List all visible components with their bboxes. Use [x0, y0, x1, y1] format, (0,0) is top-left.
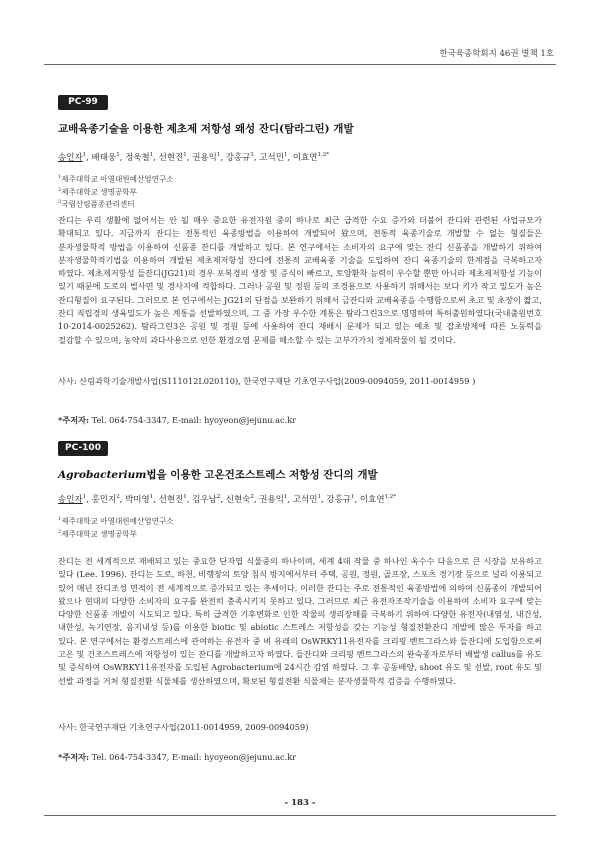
author-name: [92, 495, 120, 505]
affiliation-list: [58, 514, 542, 539]
author-name: [226, 153, 254, 163]
contact-info: Tel. 064-754-3347, E-mail: hyoyeon@jejunu.ac.kr: [91, 752, 297, 762]
abstract-title: [58, 467, 542, 482]
abstract-title-italic: Agrobacterium: [58, 469, 147, 481]
author-name: [192, 153, 220, 163]
header-rule: [44, 64, 556, 65]
affiliation-item: [58, 514, 542, 527]
author-name-text: 김우남: [192, 495, 217, 505]
corresponding-author: [58, 415, 542, 426]
affiliation-text: 제주대학교 아열대원예산업연구소: [61, 516, 174, 526]
author-name: [293, 495, 321, 505]
abstract-title-text: 법을 이용한 고온건조스트레스 저항성 잔디의 개발: [146, 469, 378, 481]
author-name-text: 강홍규: [225, 153, 251, 163]
author-name: [226, 495, 254, 505]
affiliation-marker: 1: [58, 516, 62, 522]
affiliation-marker: 2: [58, 186, 62, 193]
author-name: [159, 153, 187, 163]
author-affiliation-marker: 1: [283, 494, 288, 501]
author-affiliation-marker: 1: [149, 152, 154, 159]
author-name-text: 강홍규: [326, 495, 352, 505]
author-name-text: 송인자: [58, 495, 83, 505]
abstract-title: [58, 121, 542, 136]
affiliation-item: [58, 172, 542, 185]
author-name: [125, 495, 153, 505]
author-affiliation-marker: 1: [283, 152, 288, 159]
author-name-text: 선현진: [158, 495, 184, 505]
affiliation-text: 제주대학교 아열대원예산업연구소: [61, 174, 174, 184]
author-name: [92, 153, 120, 163]
abstract-body: 잔디는 전 세계적으로 재배되고 있는 중요한 단자엽 식물중의 하나이며, 세계 4대 작물 중 하나인 옥수수 다음으로 큰 시장을 보유하고 있다 (Lee. 1996). 잔디는 도로, 하천, 비행장의 토양 침식 방지에서부터 주택, 공원, 정원, 골프장, 스포츠 경기장 등으로 널리 이용되고 있어 매년 잔디조성 면적이 전 세계적으로 증가되고 있는 추세이다. 이러한 잔디는 주로 전통적인 육종방법에 의하여 신품종이 개발되어 왔으나 현대의 다양한 소비자의 요구를 완전히 충족시키지 못하고 있다. 그러므로 최근 유전자조작기술을 이용하여 소비자 요구에 맞는 다양한 신품종 개발이 시도되고 있다. 특히 급격한 기후변화로 인한 작물의 생리장해를 극복하기 위하여 다양한 유전자(내염성, 내건성, 내한성, 녹기연장, 음지내성 등)를 이용한 biotic 및 abiotic 스트레스 저항성을 갖는 기능성 형질전환잔디 개발에 많은 투자를 하고 있다. 본 연구에서는 환경스트레스에 관여하는 유전자 중 벼 유래의 OsWRKY11유전자를 크리핑 벤트그라스와 들잔디에 도입함으로써 고온 및 건조스트레스에 저항성이 있는 잔디를 개발하고자 하였다. 들잔디와 크리핑 벤트그라스의 완숙종자로부터 배발생 callus를 유도 및 증식하여 OsWRKY11유전자를 도입된 Agrobacterium에 24시간 감염 하였다. 그 후 공동배양, shoot 유도 및 선발, root 유도 및 선발 과정을 거쳐 형질전환 식물체를 생산하였으며, 확보된 형질전환 식물체는 분자생물학적 검증을 수행하였다.: [58, 556, 542, 686]
author-list: 송인자$^1$, 홍민지$^2$, 박미영$^1$, 선현진$^1$, 김우남$^2$, 신현숙$^2$, 권용익$^1$, 고석민$^1$, 강홍규$^1$, 이효연$^{1,2*}$: [58, 494, 397, 505]
affiliation-text: 제주대학교 생명공학부: [61, 529, 137, 539]
contact-info: Tel. 064-754-3347, E-mail: hyoyeon@jejunu.ac.kr: [91, 415, 297, 425]
abstract-body: 잔디는 우리 생활에 없어서는 안 될 매우 중요한 유전자원 중의 하나로 최근 급격한 수요 증가와 더불어 잔디와 관련된 사업규모가 확대되고 있다. 지금까지 잔디는 전통적인 육종방법을 이용하여 개발되어 왔으며, 전통적 육종기술로 개발할 수 없는 형질들은 분자생물학적 방법을 이용하여 신품종 잔디를 개발하고 있다. 본 연구에서는 소비자의 요구에 맞는 잔디 신품종을 개발하기 위하여 분자생물학적기법을 이용하여 개발된 제초제저항성 잔디에 전통적 교배육종 기술을 도입하여 잔디 육종기술의 한계점을 극복하고자 하였다. 제초제저항성 들잔디(JG21)의 경우 포복경의 생장 및 증식이 빠르고, 토양환착 능력이 우수할 뿐만 아니라 제초제저항성 기능이 있기 때문에 도로의 법사면 및 경사지에 적합하다. 그러나 공원 및 정원 등의 조경용으로 사용하기 위해서는 보다 키가 작고 밀도가 높은 잔디형질이 요구된다. 그러므로 본 연구에서는 JG21의 단점을 보완하기 위해서 금잔디와 교배육종을 수행함으로써 초고 및 초장이 짧고, 잔디 직립경의 생육밀도가 높은 계통을 선발하였으며, 그 중 가장 우수한 계통은 탐라그린3으로 명명하여 특허출원하였다(국내출원번호 10-2014-0025262). 탐라그린3은 공원 및 정원 등에 사용하여 잔디 재배시 문제가 되고 있는 예초 및 잡초방제에 따른 노동력을 절감할 수 있으며, 농약의 과다사용으로 인한 환경오염 문제를 해소할 수 있는 고부가가치 경제작물이 될 것이다.: [58, 215, 542, 345]
author-name: [159, 495, 187, 505]
author-name: [259, 153, 287, 163]
author-affiliation-marker: 1,2*: [317, 152, 329, 159]
abstract-id-badge: PC-100: [58, 441, 108, 456]
affiliation-item: [58, 185, 542, 198]
contact-label: *주저자:: [58, 415, 90, 425]
author-affiliation-marker: 2: [116, 494, 120, 501]
author-affiliation-marker: 1: [216, 152, 221, 159]
affiliation-item: [58, 197, 542, 210]
funding-acknowledgement: 사사: 한국연구재단 기초연구사업(2011-0014959, 2009-0094059): [58, 722, 309, 732]
author-name-text: 고석민: [259, 153, 284, 163]
author-affiliation-marker: 1: [82, 494, 87, 501]
author-name-text: 신현숙: [225, 495, 251, 505]
journal-header: 한국육종학회지 46권 별책 1호: [439, 49, 554, 59]
author-name-text: 홍민지: [91, 495, 117, 505]
author-affiliation-marker: 2: [250, 494, 254, 501]
author-affiliation-marker: 1,2*: [384, 494, 397, 501]
author-name-text: 정욱철: [125, 153, 150, 163]
author-affiliation-marker: 1: [183, 152, 187, 159]
affiliation-marker: 3: [58, 199, 62, 206]
author-affiliation-marker: 1: [317, 494, 321, 501]
author-name-text: 권용익: [192, 153, 217, 163]
author-name-text: 권용익: [259, 495, 284, 505]
affiliation-item: [58, 527, 542, 540]
author-name: [326, 495, 354, 505]
corresponding-author: [58, 752, 542, 763]
author-affiliation-marker: 1: [183, 494, 187, 501]
author-name: [58, 153, 86, 163]
author-affiliation-marker: 2: [216, 494, 221, 501]
author-name-text: 배태웅: [91, 153, 117, 163]
author-name: [58, 495, 86, 505]
affiliation-text: 국립산림품종관리센터: [61, 199, 135, 209]
author-affiliation-marker: 1: [82, 152, 87, 159]
funding-acknowledgement: 사사: 산림과학기술개발사업(S111012L020110), 한국연구재단 기초연구사업(2009-0094059, 2011-0014959 ): [58, 376, 476, 386]
author-name: [125, 153, 153, 163]
author-affiliation-marker: 1: [351, 494, 355, 501]
author-affiliation-marker: 1: [149, 494, 154, 501]
page-number: - 183 -: [284, 798, 316, 808]
author-name-text: 송인자: [58, 153, 83, 163]
abstract-title-text: 교배육종기술을 이용한 제초제 저항성 왜성 잔디(탐라그린) 개발: [58, 123, 354, 135]
affiliation-list: [58, 172, 542, 210]
author-name: [360, 495, 396, 505]
author-name-text: 선현진: [158, 153, 184, 163]
author-name: [259, 495, 287, 505]
author-name-text: 고석민: [292, 495, 318, 505]
author-name: [192, 495, 220, 505]
affiliation-marker: 1: [58, 174, 62, 180]
author-affiliation-marker: 1: [116, 152, 120, 159]
affiliation-marker: 2: [58, 528, 62, 535]
author-name: [293, 153, 329, 163]
author-name-text: 이효연: [359, 495, 385, 505]
contact-label: *주저자:: [58, 752, 90, 762]
author-name-text: 박미영: [125, 495, 150, 505]
author-name-text: 이효연: [292, 153, 318, 163]
footer-rule: [44, 815, 556, 816]
abstract-id-badge: PC-99: [58, 95, 108, 110]
author-list: 송인자$^1$, 배태웅$^1$, 정욱철$^1$, 선현진$^1$, 권용익$^1$, 강홍규$^1$, 고석민$^1$, 이효연$^{1,2*}$: [58, 152, 329, 163]
affiliation-text: 제주대학교 생명공학부: [61, 187, 137, 197]
author-affiliation-marker: 1: [250, 152, 254, 159]
